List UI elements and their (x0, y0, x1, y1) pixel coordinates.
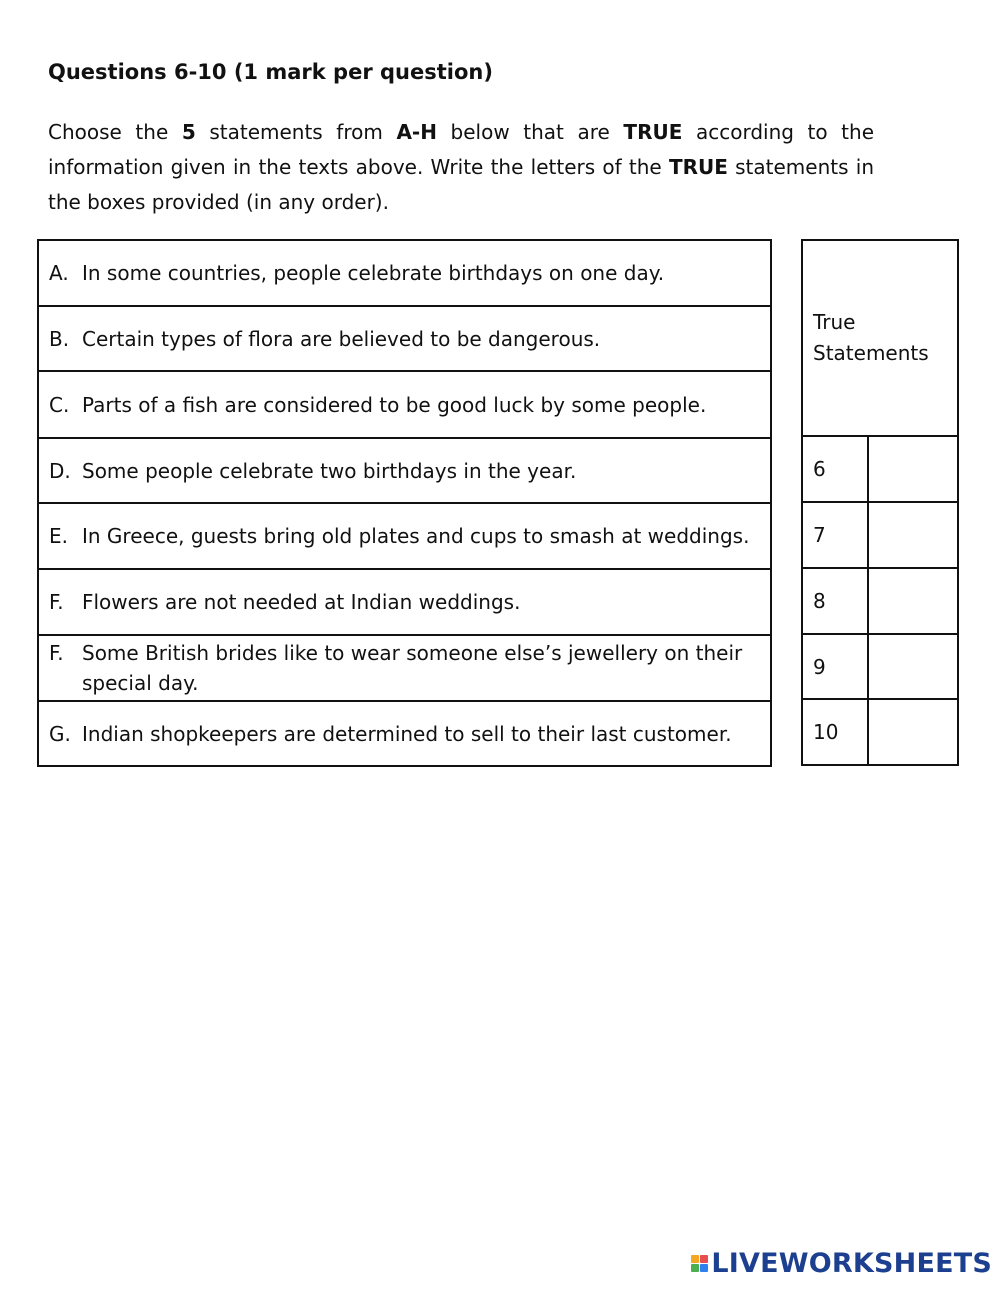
instr-bold: 5 (181, 120, 196, 144)
logo-tile (691, 1255, 699, 1263)
logo-tile (691, 1264, 699, 1272)
statement-letter: G. (49, 721, 71, 746)
statement-cell (38, 371, 771, 438)
table-row (38, 306, 771, 371)
answer-box-6[interactable] (868, 436, 958, 502)
answer-box-9[interactable] (868, 634, 958, 699)
answer-row (802, 502, 958, 568)
liveworksheets-brand (691, 1248, 992, 1279)
statement-text: Some people celebrate two birthdays in the year. (82, 458, 577, 483)
statement-cell (38, 635, 771, 701)
instr-text: according to the information given in the texts above. Write the letters of the (48, 120, 875, 179)
instr-text: statements from (195, 120, 397, 144)
statement-letter: F. (49, 641, 64, 665)
answer-header: True Statements (802, 240, 958, 436)
answer-row (802, 568, 958, 634)
statement-letter: C. (49, 392, 70, 417)
statement-text: Parts of a fish are considered to be good luck by some people. (82, 392, 707, 417)
table-row (38, 371, 771, 438)
liveworksheets-logo-icon (691, 1255, 708, 1272)
answer-row (802, 436, 958, 502)
instr-text: statements in the boxes provided (in any order). (48, 155, 874, 214)
instructions (48, 115, 874, 220)
statement-text: Certain types of flora are believed to be dangerous. (82, 326, 601, 351)
answer-number: 10 (802, 699, 868, 765)
answer-header-row (802, 240, 958, 436)
statement-letter: D. (49, 458, 71, 483)
statement-text: In Greece, guests bring old plates and cups to smash at weddings. (82, 524, 750, 548)
statement-letter: A. (49, 261, 69, 285)
statement-text: Flowers are not needed at Indian weddings. (82, 590, 521, 614)
answer-number: 7 (802, 502, 868, 568)
question-heading: Questions 6-10 (1 mark per question) (48, 60, 493, 84)
statement-letter: F. (49, 590, 64, 614)
statements-table (37, 239, 772, 767)
answer-table (801, 239, 959, 766)
statement-cell (38, 306, 771, 371)
instr-text: below that are (436, 120, 624, 144)
table-row (38, 635, 771, 701)
statement-cell (38, 569, 771, 635)
answer-box-10[interactable] (868, 699, 958, 765)
answer-box-8[interactable] (868, 568, 958, 634)
table-row (38, 240, 771, 306)
statement-cell (38, 503, 771, 569)
statement-cell (38, 240, 771, 306)
answer-number: 6 (802, 436, 868, 502)
answer-row (802, 634, 958, 699)
table-row (38, 701, 771, 766)
instr-bold: TRUE (668, 155, 728, 179)
statement-letter: B. (49, 326, 70, 351)
logo-tile (700, 1255, 708, 1263)
statement-cell (38, 438, 771, 503)
statement-letter: E. (49, 524, 68, 548)
logo-tile (700, 1264, 708, 1272)
answer-number: 9 (802, 634, 868, 699)
table-row (38, 438, 771, 503)
instr-text: Choose the (48, 120, 182, 144)
instr-bold: A-H (396, 120, 437, 144)
table-row (38, 569, 771, 635)
table-row (38, 503, 771, 569)
answer-row (802, 699, 958, 765)
statement-text: In some countries, people celebrate birthdays on one day. (82, 261, 665, 285)
statement-text: Indian shopkeepers are determined to sell to their last customer. (82, 721, 732, 746)
brand-text: LIVEWORKSHEETS (711, 1248, 992, 1279)
instr-bold: TRUE (623, 120, 683, 144)
answer-box-7[interactable] (868, 502, 958, 568)
statement-cell (38, 701, 771, 766)
statement-text: Some British brides like to wear someone else’s jewellery on their special day. (82, 641, 743, 695)
answer-number: 8 (802, 568, 868, 634)
